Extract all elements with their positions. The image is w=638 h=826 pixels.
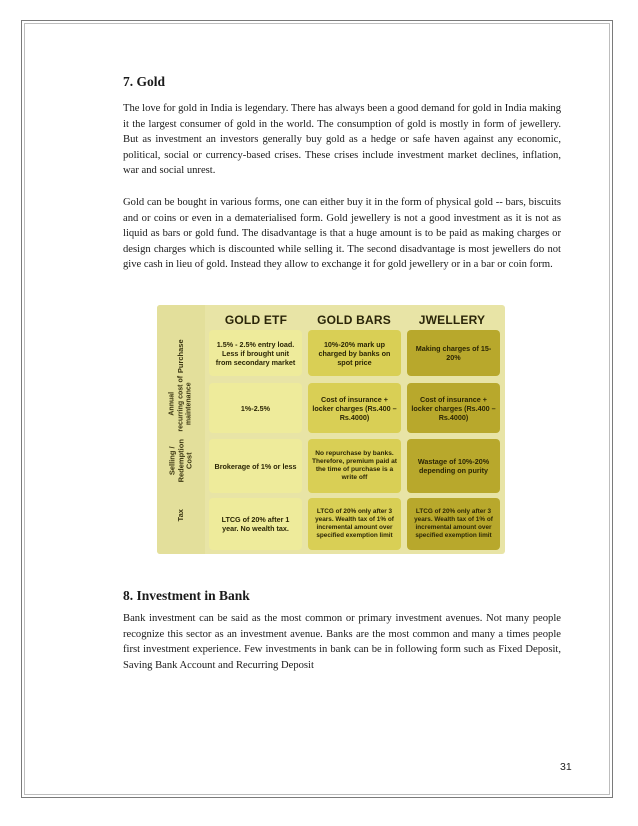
cell-bars-purchase: 10%-20% mark up charged by banks on spot price [308,330,401,376]
cell-bars-maintenance: Cost of insurance + locker charges (Rs.400 – Rs.4000) [308,383,401,433]
row-label-maintenance: Annual recurring cost of maintenance [168,375,193,432]
cell-bars-selling: No repurchase by banks. Therefore, premium paid at the time of purchase is a write off [308,439,401,493]
column-header-gold-etf: GOLD ETF [224,313,288,327]
cell-etf-maintenance: 1%-2.5% [209,383,302,433]
cell-jewellery-maintenance: Cost of insurance + locker charges (Rs.400 – Rs.4000) [407,383,500,433]
gold-paragraph-1: The love for gold in India is legendary. There has always been a good demand for gold in India making it the largest consumer of gold in the world. The consumption of gold is mostly in form of jewellery. But as investment an investors generally buy gold as a hedge or safe haven against any economic, political, social or currency-based crises. These crises include investment market declines, inflation, war and social unrest. [123,103,561,177]
cell-etf-tax: LTCG of 20% after 1 year. No wealth tax. [209,498,302,550]
row-label-tax: Tax [175,509,185,522]
cell-jewellery-purchase: Making charges of 15-20% [407,330,500,376]
gold-comparison-table [157,305,505,554]
page-number: 31 [560,761,572,773]
section-heading-gold: 7. Gold [123,74,166,89]
column-header-gold-bars: GOLD BARS [317,313,391,327]
cell-bars-tax: LTCG of 20% only after 3 years. Wealth tax of 1% of incremental amount over specified exemption limit [308,498,401,550]
cell-etf-selling: Brokerage of 1% or less [209,439,302,493]
row-label-purchase: Purchase [175,339,185,374]
column-header-jewellery: JWELLERY [418,313,486,327]
cell-jewellery-tax: LTCG of 20% only after 3 years. Wealth tax of 1% of incremental amount over specified exemption limit [407,498,500,550]
bank-paragraph-1: Bank investment can be said as the most common or primary investment avenues. Not many people recognize this sector as an investment avenue. Banks are the most common and many a times people first investment experience. Few investments in bank can be in following form such as Fixed Deposit, Saving Bank Account and Recurring Deposit [123,613,561,671]
cell-jewellery-selling: Wastage of 10%-20% depending on purity [407,439,500,493]
gold-paragraph-2: Gold can be bought in various forms, one can either buy it in the form of physical gold -- bars, biscuits and or coins or even in a dematerialised form. Gold jewellery is not a good investment as it is not as liquid as bars or gold fund. The disadvantage is that a huge amount is to be paid as making charges or design charges which is discounted while selling it. The second disadvantage is most jewellers do not give cash in lieu of gold. Instead they allow to exchange it for gold jewellery or in a bar or coin form. [123,197,561,271]
row-label-selling: Selling / Redemption Cost [167,439,194,483]
section-heading-bank: 8. Investment in Bank [123,588,250,603]
cell-etf-purchase: 1.5% - 2.5% entry load. Less if brought unit from secondary market [209,330,302,376]
